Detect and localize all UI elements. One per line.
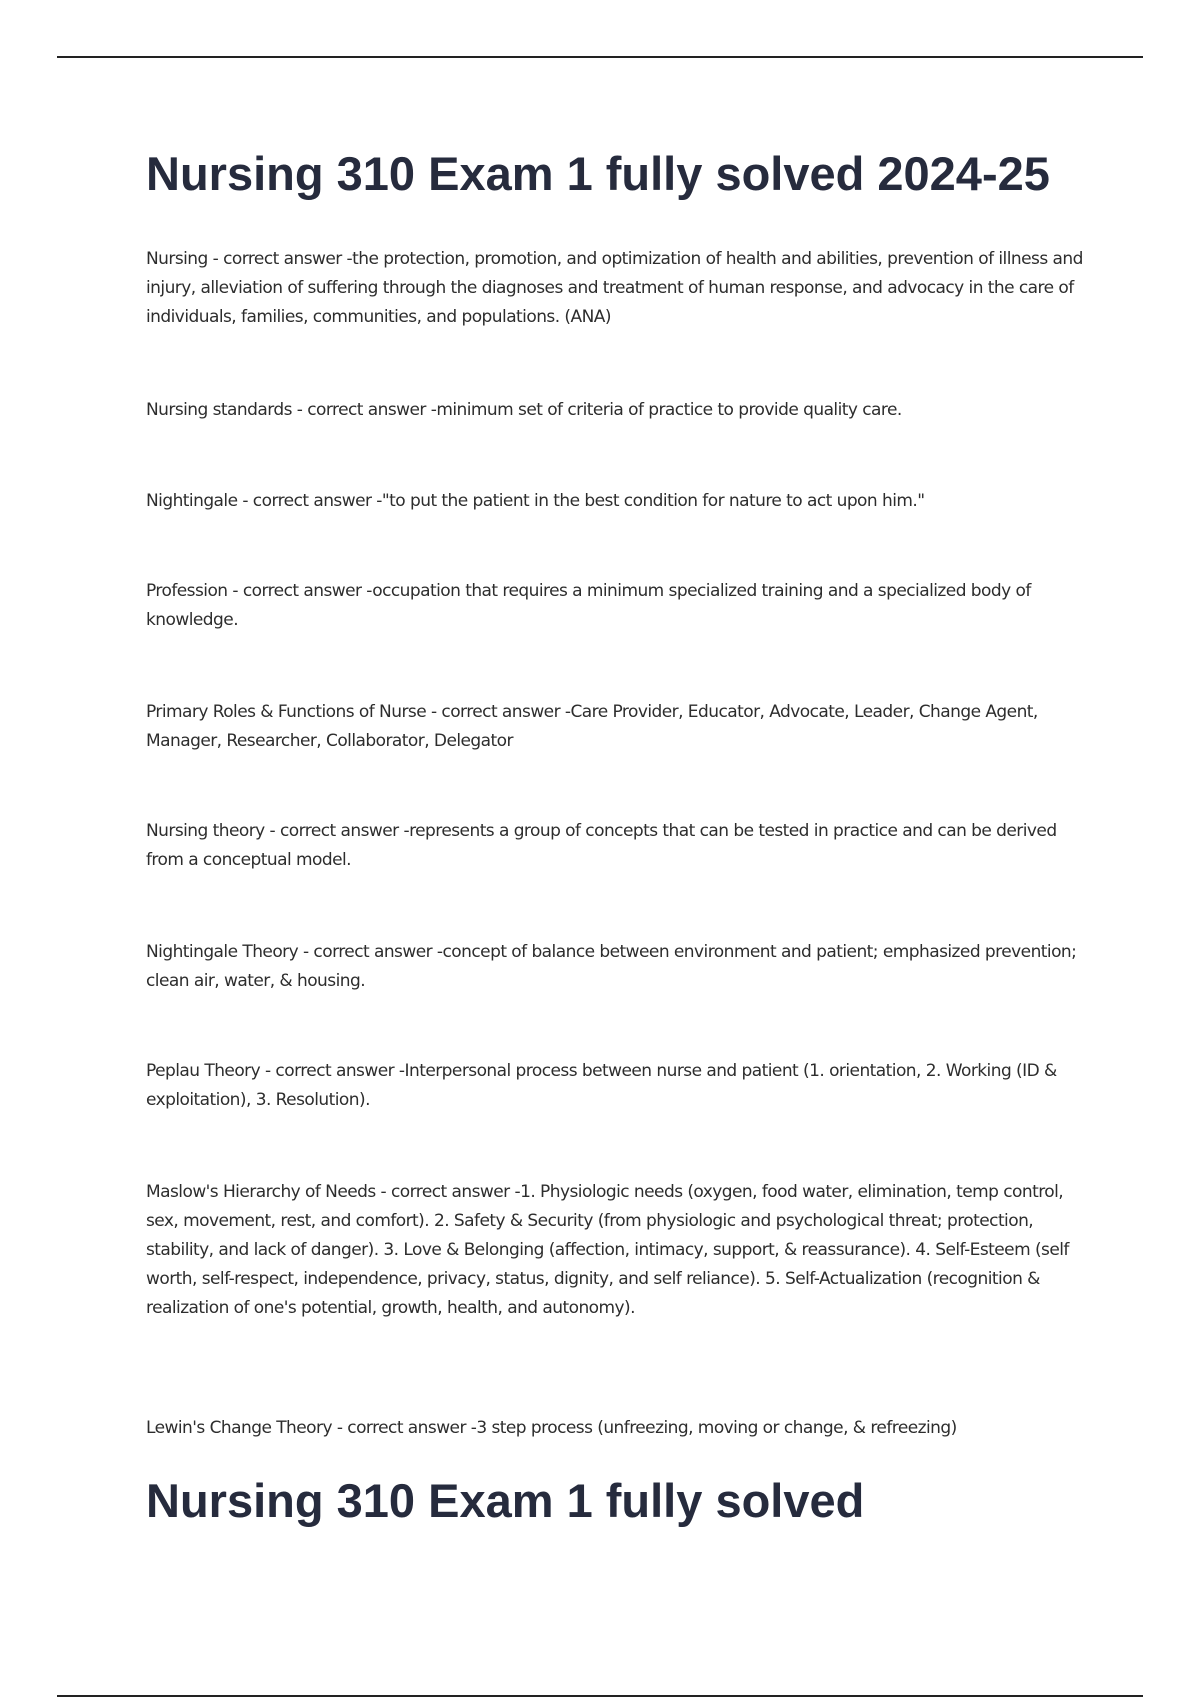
- entry-separator: - correct answer -: [291, 400, 437, 420]
- entry-separator: - correct answer -: [237, 491, 382, 511]
- entry-answer: 1. Physiologic needs (oxygen, food water, elimination, temp control, sex, movement, rest, and comfort). 2. Safety & Security (from physiologic and psychological threat; protection, stability, and lack of danger). 3. Love & Belonging (affection, intimacy, support, & reassurance). 4. Self-Esteem (self worth, self-respect, independence, privacy, status, dignity, and self reliance). 5. Self-Actualization (recognition & realization of one's potential, growth, health, and autonomy).: [146, 1182, 1069, 1318]
- entry-answer: concept of balance between environment and patient; emphasized prevention; clean air, water, & housing.: [146, 942, 1077, 991]
- entry-term: Peplau Theory: [146, 1061, 261, 1081]
- qa-entry-nursing: [146, 245, 1091, 332]
- qa-entry-nightingale-theory: [146, 938, 1091, 996]
- entry-separator: - correct answer -: [298, 942, 443, 962]
- entry-answer: Care Provider, Educator, Advocate, Leader, Change Agent, Manager, Researcher, Collaborator, Delegator: [146, 702, 1038, 751]
- entry-answer: the protection, promotion, and optimization of health and abilities, prevention of illness and injury, alleviation of suffering through the diagnoses and treatment of human response, and advocacy in the care of individuals, families, communities, and populations. (ANA): [146, 249, 1083, 327]
- entry-term: Profession: [146, 581, 228, 601]
- entry-term: Maslow's Hierarchy of Needs: [146, 1182, 376, 1202]
- qa-entry-primary-roles: [146, 698, 1091, 756]
- entry-term: Nursing: [146, 249, 208, 269]
- repeated-page-title: Nursing 310 Exam 1 fully solved: [146, 1474, 865, 1527]
- entry-term: Nursing standards: [146, 400, 292, 420]
- entry-answer: 3 step process (unfreezing, moving or change, & refreezing): [476, 1418, 957, 1438]
- qa-entry-profession: [146, 577, 1091, 635]
- entry-answer: minimum set of criteria of practice to provide quality care.: [436, 400, 902, 420]
- entry-separator: - correct answer -: [260, 1061, 405, 1081]
- entry-term: Lewin's Change Theory: [146, 1418, 332, 1438]
- entry-term: Nightingale Theory: [146, 942, 299, 962]
- entry-separator: - correct answer -: [227, 581, 373, 601]
- qa-entry-nightingale: [146, 487, 1091, 516]
- entry-separator: - correct answer -: [375, 1182, 521, 1202]
- entry-separator: - correct answer -: [207, 249, 353, 269]
- page-title: Nursing 310 Exam 1 fully solved 2024-25: [146, 147, 1050, 200]
- entry-term: Nightingale: [146, 491, 238, 511]
- entry-answer: represents a group of concepts that can be tested in practice and can be derived from a conceptual model.: [146, 821, 1057, 870]
- qa-entry-nursing-standards: [146, 396, 1091, 425]
- entry-answer: Interpersonal process between nurse and patient (1. orientation, 2. Working (ID & exploitation), 3. Resolution).: [146, 1061, 1057, 1110]
- entry-term: Primary Roles & Functions of Nurse: [146, 702, 427, 722]
- top-divider: [57, 56, 1143, 58]
- qa-entry-lewin-change-theory: [146, 1414, 1091, 1443]
- qa-entry-maslow-hierarchy: [146, 1178, 1091, 1323]
- qa-entry-peplau-theory: [146, 1057, 1091, 1115]
- entry-answer: occupation that requires a minimum specialized training and a specialized body of knowledge.: [146, 581, 1031, 630]
- entry-answer: "to put the patient in the best condition for nature to act upon him.": [381, 491, 925, 511]
- entry-separator: - correct answer -: [264, 821, 410, 841]
- entry-separator: - correct answer -: [426, 702, 571, 722]
- qa-entry-nursing-theory: [146, 817, 1091, 875]
- entry-term: Nursing theory: [146, 821, 265, 841]
- entry-separator: - correct answer -: [331, 1418, 477, 1438]
- bottom-divider: [57, 1695, 1143, 1697]
